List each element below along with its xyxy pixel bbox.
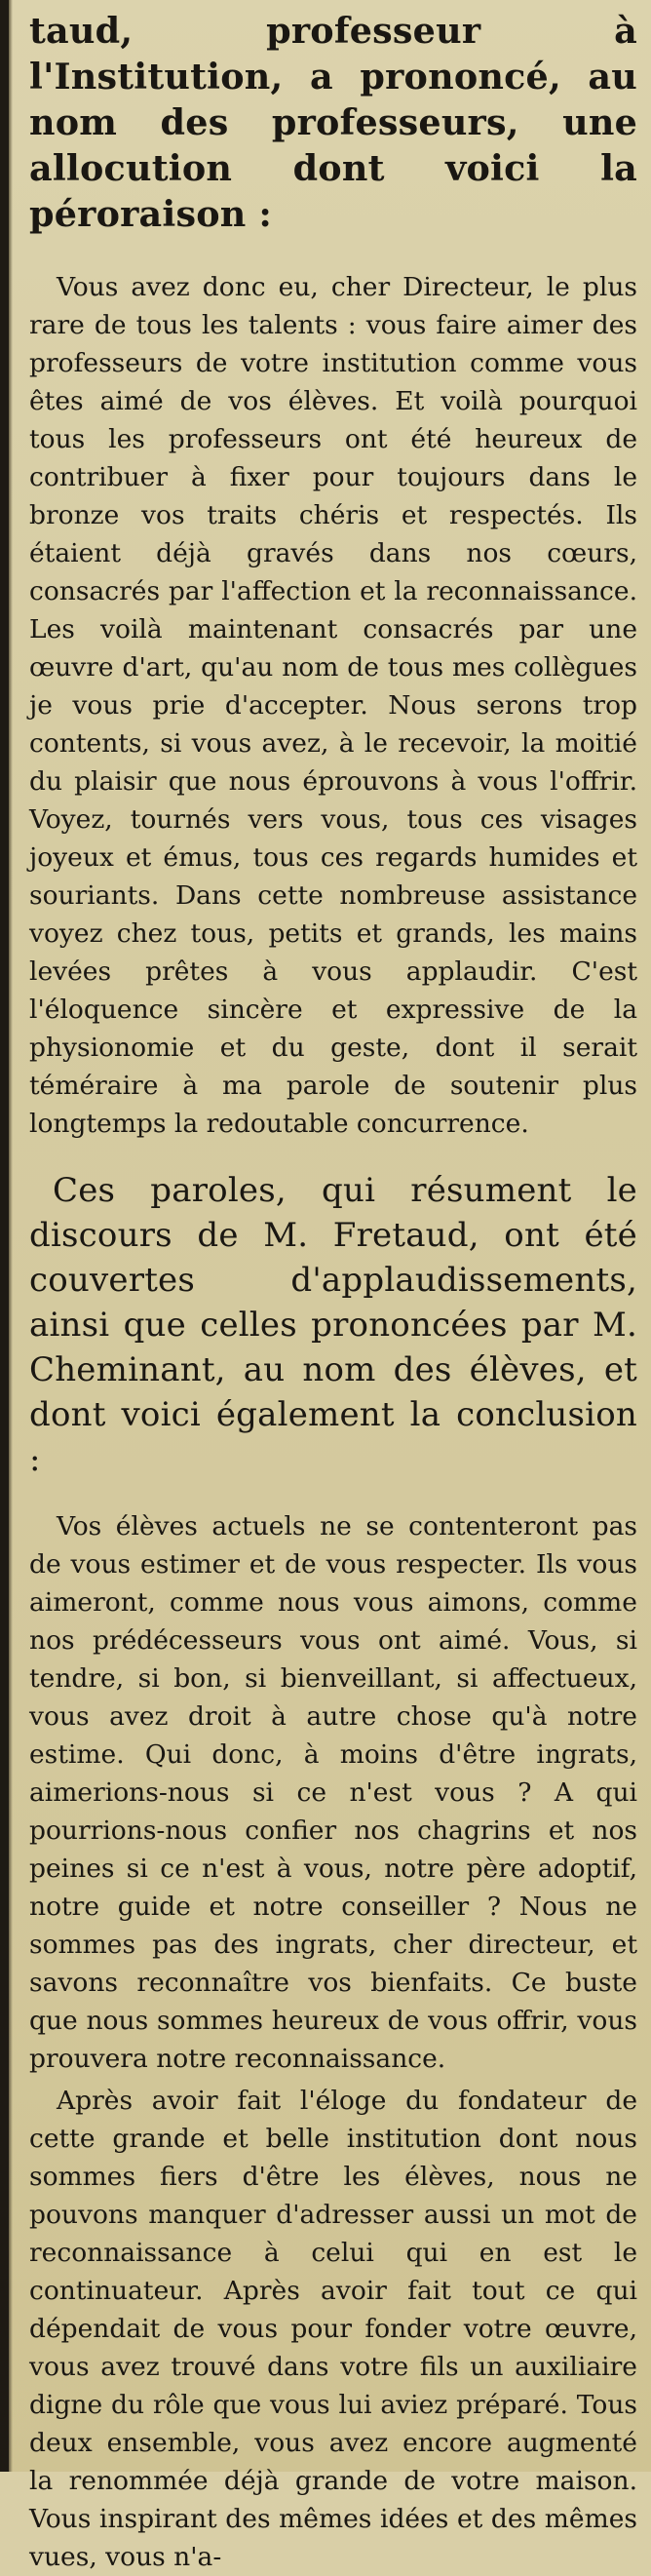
spacer	[29, 1143, 637, 1168]
column-rule-shadow	[9, 0, 13, 2472]
students-speech-paragraph-1: Vos élèves actuels ne se contenteront pas de vous estimer et de vous respecter. Ils vous aimeront, comme nous vous aimons, comme nos prédécesseurs vous ont aimé. Vous, si tendre, si bon, si bienveillant, si affectueux, vous avez droit à autre chose qu'à notre estime. Qui donc, à moins d'être ingrats, aimerions-nous si ce n'est vous ? A qui pourrions-nous confier nos chagrins et nos peines si ce n'est à vous, notre père adoptif, notre guide et notre conseiller ? Nous ne sommes pas des ingrats, cher directeur, et savons reconnaître vos bienfaits. Ce buste que nous sommes heureux de vous offrir, vous prouvera notre reconnaissance.	[29, 1511, 637, 2074]
column-rule	[0, 0, 9, 2472]
transition-paragraph: Ces paroles, qui résument le discours de M. Fretaud, ont été couvertes d'applaudissements, ainsi que celles prononcées par M. Cheminant, au nom des élèves, et dont voici également la conclusion :	[29, 1171, 637, 1479]
professors-speech-paragraph: Vous avez donc eu, cher Directeur, le plus rare de tous les talents : vous faire aimer des professeurs de votre institution comme vous êtes aimé de vos élèves. Et voilà pourquoi tous les professeurs ont été heureux de contribuer à fixer pour toujours dans le bronze vos traits chéris et respectés. Ils étaient déjà gravés dans nos cœurs, consacrés par l'affection et la reconnaissance. Les voilà maintenant consacrés par une œuvre d'art, qu'au nom de tous mes collègues je vous prie d'accepter. Nous serons trop contents, si vous avez, à le recevoir, la moitié du plaisir que nous éprouvons à vous l'offrir. Voyez, tournés vers vous, tous ces visages joyeux et émus, tous ces regards humides et souriants. Dans cette nombreuse assistance voyez chez tous, petits et grands, les mains levées prêtes à vous applaudir. C'est l'éloquence sincère et expressive de la physionomie et du geste, dont il serait téméraire à ma parole de soutenir plus longtemps la redoutable concurrence.	[29, 272, 637, 1139]
students-speech-paragraph-2: Après avoir fait l'éloge du fondateur de cette grande et belle institution dont nous sommes fiers d'être les élèves, nous ne pouvons manquer d'adresser aussi un mot de reconnaissance à celui qui en est le continuateur. Après avoir fait tout ce qui dépendait de vous pour fonder votre œuvre, vous avez trouvé dans votre fils un auxiliaire digne du rôle que vous lui aviez préparé. Tous deux ensemble, vous avez encore augmenté la renommée déjà grande de votre maison. Vous inspirant des mêmes idées et des mêmes vues, vous n'a-	[29, 2086, 637, 2572]
spacer	[29, 237, 637, 268]
intro-paragraph: taud, professeur à l'Institution, a prononcé, au nom des professeurs, une allocution dont voici la péroraison :	[29, 10, 637, 235]
spacer	[29, 1482, 637, 1507]
